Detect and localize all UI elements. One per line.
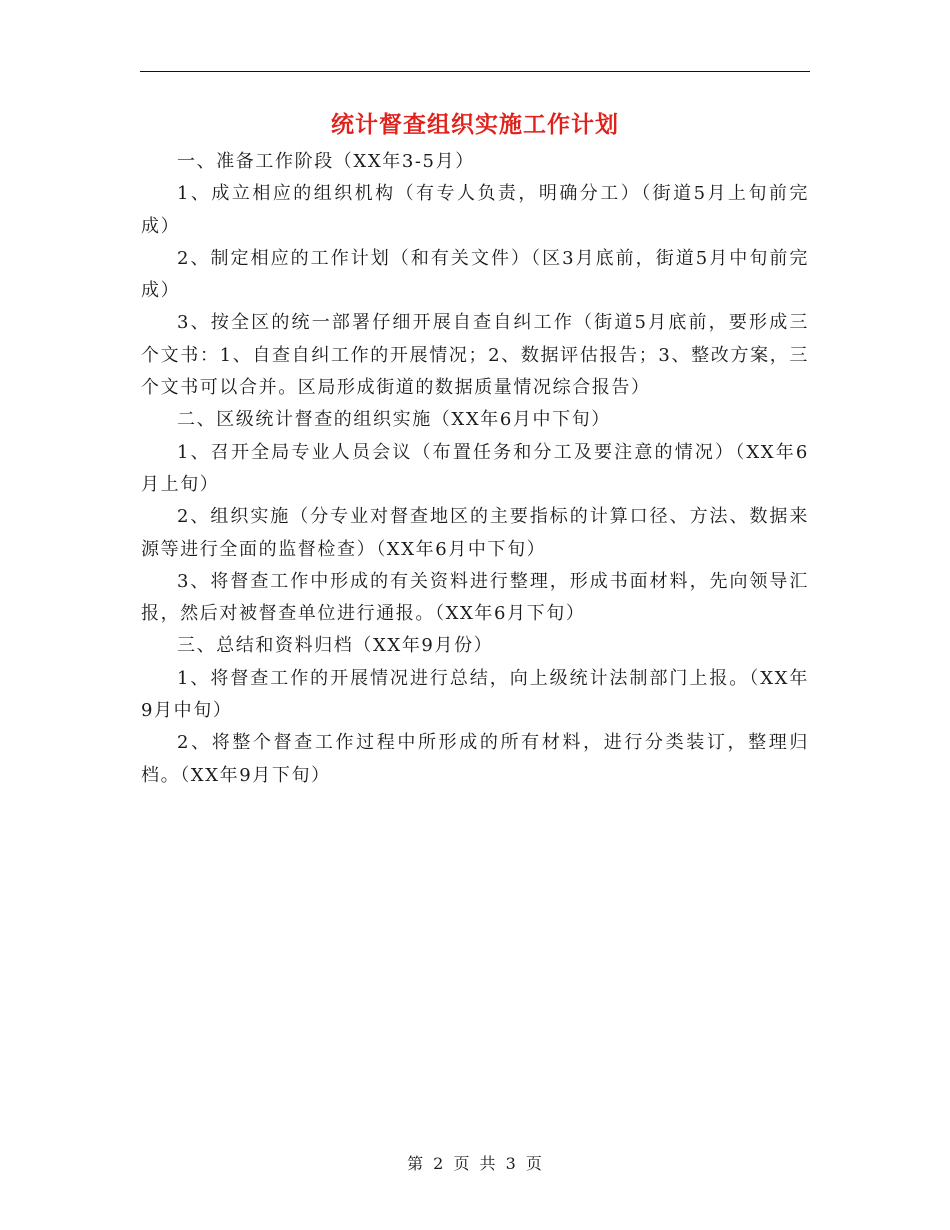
- paragraph-item: 1、召开全局专业人员会议（布置任务和分工及要注意的情况）（XX年6月上旬）: [141, 441, 809, 495]
- paragraph-item: 3、将督查工作中形成的有关资料进行整理，形成书面材料，先向领导汇报，然后对被督查单位进行通报。（XX年6月下旬）: [141, 570, 809, 625]
- paragraph-item: 2、将整个督查工作过程中所形成的所有材料，进行分类装订，整理归档。（XX年9月下旬）: [141, 732, 809, 786]
- document-title: 统计督查组织实施工作计划: [331, 112, 619, 138]
- paragraph-item: 1、成立相应的组织机构（有专人负责，明确分工）（街道5月上旬前完成）: [141, 183, 809, 237]
- paragraph-item: 3、按全区的统一部署仔细开展自查自纠工作（街道5月底前，要形成三个文书：1、自查自纠工作的开展情况；2、数据评估报告；3、整改方案，三个文书可以合并。区局形成街道的数据质量情况综合报告）: [141, 312, 809, 399]
- page-number-footer: 第 2 页 共 3 页: [407, 1154, 543, 1173]
- paragraph-item: 1、将督查工作的开展情况进行总结，向上级统计法制部门上报。（XX年9月中旬）: [141, 667, 809, 722]
- paragraph-item: 2、制定相应的工作计划（和有关文件）（区3月底前，街道5月中旬前完成）: [141, 247, 809, 302]
- section-heading-implementation: 二、区级统计督查的组织实施（XX年6月中下旬）: [177, 409, 611, 431]
- document-body: [141, 146, 809, 792]
- section-heading-summary: 三、总结和资料归档（XX年9月份）: [177, 635, 494, 657]
- header-rule: [140, 71, 810, 72]
- paragraph-item: 2、组织实施（分专业对督查地区的主要指标的计算口径、方法、数据来源等进行全面的监督检查）（XX年6月中下旬）: [141, 506, 809, 560]
- section-heading-preparation: 一、准备工作阶段（XX年3-5月）: [177, 151, 475, 172]
